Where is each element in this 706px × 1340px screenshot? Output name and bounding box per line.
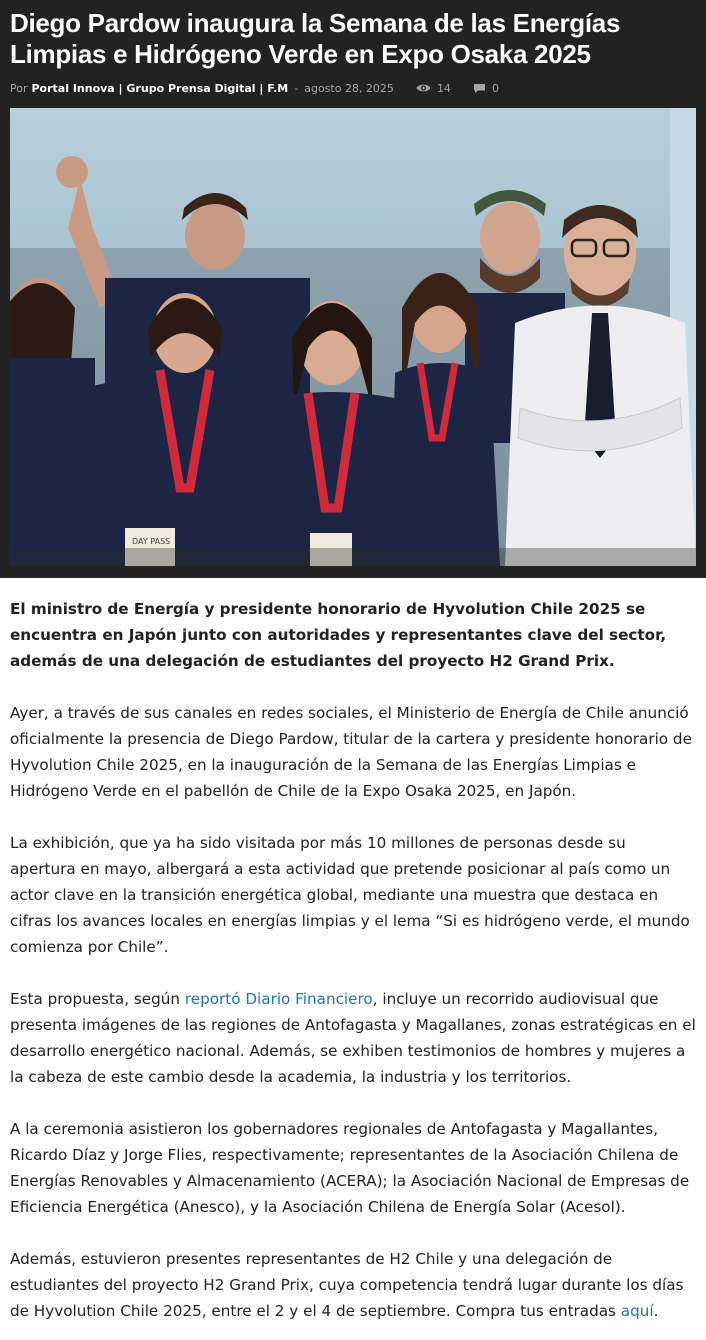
article-lead: El ministro de Energía y presidente honorario de Hyvolution Chile 2025 se encuentra en Japón junto con autoridades y representantes clave del sector, además de una delegación de estudiantes del proyecto H2 Grand Prix. [10, 600, 667, 670]
paragraph-3-text-end: , incluye un recorrido audiovisual que presenta imágenes de las regiones de Antofagasta y Magallanes, zonas estratégicas en el desarrollo energético nacional. Además, se exhiben testimonios de hombres y mujeres a la cabeza de este cambio desde la academia, la industria y los territorios. [10, 990, 696, 1086]
publish-date: agosto 28, 2025 [304, 81, 394, 95]
paragraph-1: Ayer, a través de sus canales en redes sociales, el Ministerio de Energía de Chile anunció oficialmente la presencia de Diego Pardow, titular de la cartera y presidente honorario de Hyvolution Chile 2025, en la inauguración de la Semana de las Energías Limpias e Hidrógeno Verde en el pabellón de Chile de la Expo Osaka 2025, en Japón. [10, 704, 692, 800]
comments-count[interactable] [473, 82, 499, 95]
paragraph-5-text-start: Además, estuvieron presentes representantes de H2 Chile y una delegación de estudiantes del proyecto H2 Grand Prix, cuya competencia tendrá lugar durante los días de Hyvolution Chile 2025, entre el 2 y el 4 de septiembre. Compra tus entradas [10, 1250, 684, 1320]
paragraph-2: La exhibición, que ya ha sido visitada por más 10 millones de personas desde su apertura en mayo, albergará a esta actividad que pretende posicionar al país como un actor clave en la transición energética global, mediante una muestra que destaca en cifras los avances locales en energías limpias y el lema “Si es hidrógeno verde, el mundo comienza por Chile”. [10, 834, 690, 956]
comment-icon [473, 83, 486, 94]
paragraph-3-text-start: Esta propuesta, según [10, 990, 185, 1008]
meta-separator: - [294, 81, 299, 95]
article-title: Diego Pardow inaugura la Semana de las Energías Limpias e Hidrógeno Verde en Expo Osaka 2025 [10, 8, 621, 69]
comments-value: 0 [491, 81, 499, 95]
featured-photo [10, 108, 696, 566]
paragraph-5 [10, 1246, 696, 1324]
group-photo-illustration [10, 108, 696, 566]
article-body [0, 578, 706, 1324]
diario-financiero-link[interactable]: reportó Diario Financiero [184, 990, 373, 1008]
paragraph-5-text-end: . [653, 1302, 659, 1320]
article-meta [10, 80, 696, 96]
views-count [416, 82, 451, 95]
buy-tickets-link[interactable]: aquí [620, 1302, 654, 1320]
badge-text: DAY PASS [132, 537, 171, 546]
paragraph-4: A la ceremonia asistieron los gobernadores regionales de Antofagasta y Magallantes, Ricardo Díaz y Jorge Flies, respectivamente; representantes de la Asociación Chilena de Energías Renovables y Almacenamiento (ACERA); la Asociación Nacional de Empresas de Eficiencia Energética (Anesco), y la Asociación Chilena de Energía Solar (Acesol). [10, 1120, 690, 1216]
paragraph-3 [10, 986, 696, 1090]
author-link[interactable]: Portal Innova | Grupo Prensa Digital | F.M [31, 81, 289, 95]
eye-icon [416, 83, 431, 93]
by-label: Por [10, 81, 28, 95]
views-value: 14 [436, 81, 451, 95]
article-header [0, 0, 706, 578]
